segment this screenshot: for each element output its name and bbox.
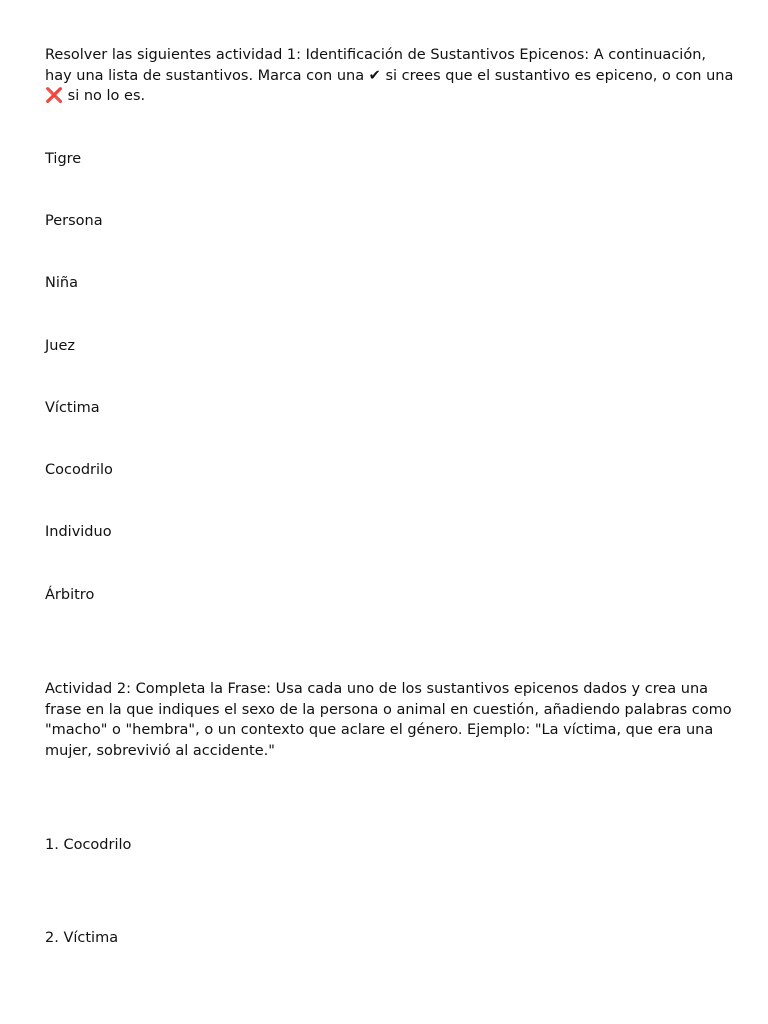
noun-individuo: Individuo <box>45 524 112 540</box>
activity2-instructions: Actividad 2: Completa la Frase: Usa cada uno de los sustantivos epicenos dados y crea una frase en la que indiques el sexo de la persona o animal en cuestión, añadiendo palabras como "macho" o "hembra", o un contexto que aclare el género. Ejemplo: "La víctima, que era una mujer, sobrevivió al accidente." <box>45 681 732 759</box>
activity1-instructions: Resolver las siguientes actividad 1: Identificación de Sustantivos Epicenos: A continuación, hay una lista de sustantivos. Marca con una ✔ si crees que el sustantivo es epiceno, o con una ❌ si no lo es. <box>45 47 734 104</box>
activity2-item-cocodrilo: 1. Cocodrilo <box>45 837 132 853</box>
noun-nina: Niña <box>45 275 78 291</box>
noun-juez: Juez <box>45 338 75 354</box>
noun-tigre: Tigre <box>45 151 82 167</box>
noun-arbitro: Árbitro <box>45 587 95 603</box>
noun-persona: Persona <box>45 213 103 229</box>
noun-cocodrilo: Cocodrilo <box>45 462 113 478</box>
noun-victima: Víctima <box>45 400 100 416</box>
activity2-item-victima: 2. Víctima <box>45 930 119 946</box>
